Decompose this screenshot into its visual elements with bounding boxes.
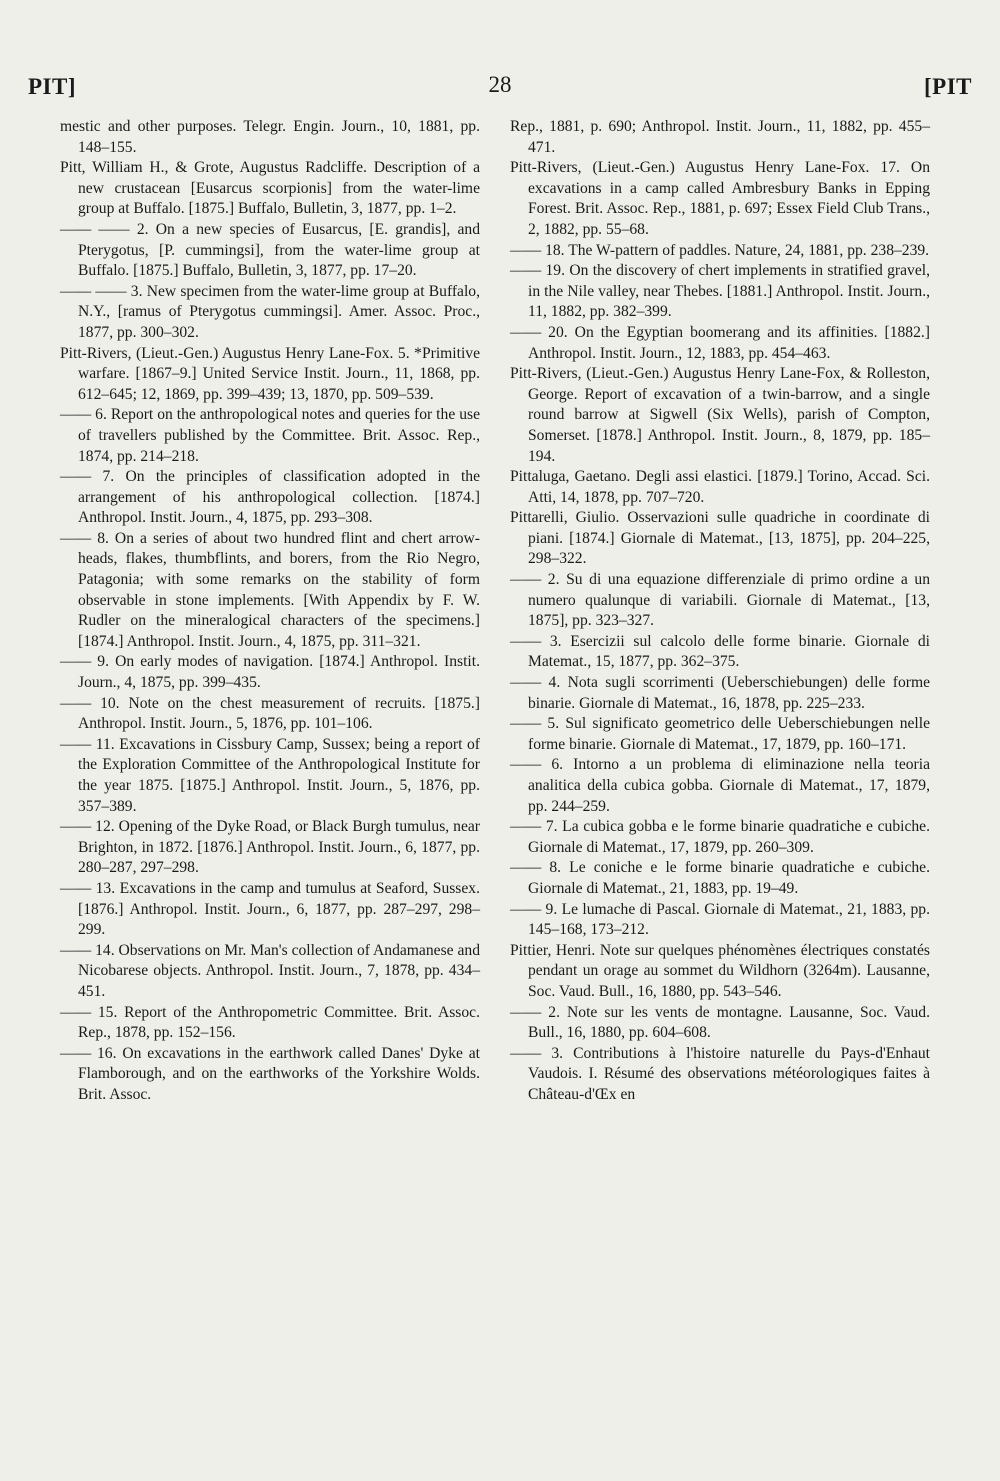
entry: Pittier, Henri. Note sur quelques phénomènes électriques constatés pendant un orage au sommet du Wildhorn (3264m). Lausanne, Soc. Vaud. Bull., 16, 1880, pp. 543–546. xyxy=(510,941,930,1000)
entry: Pitt, William H., & Grote, Augustus Radcliffe. Description of a new crustacean [Eusarcus scorpionis] from the water-lime group at Buffalo. [1875.] Buffalo, Bulletin, 3, 1877, pp. 1–2. xyxy=(60,159,480,218)
entry: Pitt-Rivers, (Lieut.-Gen.) Augustus Henry Lane-Fox. 5. *Primitive warfare. [1867–9.] United Service Instit. Journ., 11, 1868, pp. 612–645; 12, 1869, pp. 399–439; 13, 1870, pp. 509–539. xyxy=(60,344,480,403)
entry: —— 7. La cubica gobba e le forme binarie quadratiche e cubiche. Giornale di Matemat., 17, 1879, pp. 260–309. xyxy=(510,818,930,856)
entry: —— 9. Le lumache di Pascal. Giornale di Matemat., 21, 1883, pp. 145–168, 173–212. xyxy=(510,900,930,939)
entry: —— 2. Note sur les vents de montagne. Lausanne, Soc. Vaud. Bull., 16, 1880, pp. 604–608. xyxy=(510,1003,930,1042)
entry: Pitt-Rivers, (Lieut.-Gen.) Augustus Henry Lane-Fox. 17. On excavations in a camp called Ambresbury Banks in Epping Forest. Brit. Assoc. Rep., 1881, p. 697; Essex Field Club Trans., 2, 1882, pp. 55–68. xyxy=(510,159,930,238)
page-number: 28 xyxy=(488,72,512,97)
entry: —— 4. Nota sugli scorrimenti (Ueberschiebungen) delle forme binarie. Giornale di Matemat., 16, 1878, pp. 225–233. xyxy=(510,674,930,712)
running-head-left: PIT] xyxy=(28,74,76,99)
entry: —— 18. The W-pattern of paddles. Nature, 24, 1881, pp. 238–239. xyxy=(510,241,930,259)
entry: —— 6. Report on the anthropological notes and queries for the use of travellers published by the Committee. Brit. Assoc. Rep., 1874, pp. 214–218. xyxy=(60,406,480,465)
entry: —— —— 3. New specimen from the water-lime group at Buffalo, N.Y., [ramus of Pterygotus cummingsi]. Amer. Assoc. Proc., 1877, pp. 300–302. xyxy=(60,282,480,341)
running-head-right: [PIT xyxy=(924,74,972,99)
entry: —— 10. Note on the chest measurement of recruits. [1875.] Anthropol. Instit. Journ., 5, 1876, pp. 101–106. xyxy=(60,694,480,733)
entry: Rep., 1881, p. 690; Anthropol. Instit. Journ., 11, 1882, pp. 455–471. xyxy=(510,118,930,156)
entry: Pittarelli, Giulio. Osservazioni sulle quadriche in coordinate di piani. [1874.] Giornale di Matemat., [13, 1875], pp. 204–225, 298–322. xyxy=(510,509,930,568)
entry: —— —— 2. On a new species of Eusarcus, [E. grandis], and Pterygotus, [P. cummingsi], from the water-lime group at Buffalo. [1875.] Buffalo, Bulletin, 3, 1877, pp. 17–20. xyxy=(60,220,480,280)
entry: —— 20. On the Egyptian boomerang and its affinities. [1882.] Anthropol. Instit. Journ., 12, 1883, pp. 454–463. xyxy=(510,323,930,362)
entry: —— 13. Excavations in the camp and tumulus at Seaford, Sussex. [1876.] Anthropol. Instit. Journ., 6, 1877, pp. 287–297, 298–299. xyxy=(60,879,480,939)
entry: —— 7. On the principles of classification adopted in the arrangement of his anthropological collection. [1874.] Anthropol. Instit. Journ., 4, 1875, pp. 293–308. xyxy=(60,468,480,527)
running-head xyxy=(28,74,972,104)
entry: —— 3. Esercizii sul calcolo delle forme binarie. Giornale di Matemat., 15, 1877, pp. 362–375. xyxy=(510,632,930,671)
entry: —— 19. On the discovery of chert implements in stratified gravel, in the Nile valley, near Thebes. [1881.] Anthropol. Instit. Journ., 11, 1882, pp. 382–399. xyxy=(510,262,930,321)
entry: —— 3. Contributions à l'histoire naturelle du Pays-d'Enhaut Vaudois. I. Résumé des observations météorologiques faites à Château-d'Œx en xyxy=(510,1044,930,1103)
right-column xyxy=(510,117,930,1106)
entry: —— 8. On a series of about two hundred flint and chert arrow-heads, flakes, thumbflints, and borers, from the Rio Negro, Patagonia; with some remarks on the stability of form observable in stone implements. [With Appendix by F. W. Rudler on the mineralogical characters of the specimens.] [1874.] Anthropol. Instit. Journ., 4, 1875, pp. 311–321. xyxy=(60,529,480,650)
entry: —— 6. Intorno a un problema di eliminazione nella teoria analitica della cubica gobba. Giornale di Matemat., 17, 1879, pp. 244–259. xyxy=(510,756,930,815)
entry: —— 2. Su di una equazione differenziale di primo ordine a un numero qualunque di variabili. Giornale di Matemat., [13, 1875], pp. 323–327. xyxy=(510,571,930,630)
entry: —— 16. On excavations in the earthwork called Danes' Dyke at Flamborough, and on the earthworks of the Yorkshire Wolds. Brit. Assoc. xyxy=(60,1044,480,1103)
entry: —— 15. Report of the Anthropometric Committee. Brit. Assoc. Rep., 1878, pp. 152–156. xyxy=(60,1003,480,1042)
left-column xyxy=(60,117,480,1106)
entry: —— 9. On early modes of navigation. [1874.] Anthropol. Instit. Journ., 4, 1875, pp. 399–435. xyxy=(60,653,480,692)
entry: —— 8. Le coniche e le forme binarie quadratiche e cubiche. Giornale di Matemat., 21, 1883, pp. 19–49. xyxy=(510,859,930,897)
entry: Pitt-Rivers, (Lieut.-Gen.) Augustus Henry Lane-Fox, & Rolleston, George. Report of excavation of a twin-barrow, and a single round barrow at Sigwell (Six Wells), parish of Compton, Somerset. [1878.] Anthropol. Instit. Journ., 8, 1879, pp. 185–194. xyxy=(510,365,930,465)
entry: —— 5. Sul significato geometrico delle Ueberschiebungen nelle forme binarie. Giornale di Matemat., 17, 1879, pp. 160–171. xyxy=(510,715,930,753)
entry: —— 12. Opening of the Dyke Road, or Black Burgh tumulus, near Brighton, in 1872. [1876.] Anthropol. Instit. Journ., 6, 1877, pp. 280–287, 297–298. xyxy=(60,818,480,877)
entry: mestic and other purposes. Telegr. Engin. Journ., 10, 1881, pp. 148–155. xyxy=(60,118,480,156)
entry: —— 14. Observations on Mr. Man's collection of Andamanese and Nicobarese objects. Anthropol. Instit. Journ., 7, 1878, pp. 434–451. xyxy=(60,941,480,1000)
entry: Pittaluga, Gaetano. Degli assi elastici. [1879.] Torino, Accad. Sci. Atti, 14, 1878, pp. 707–720. xyxy=(510,468,930,506)
entry: —— 11. Excavations in Cissbury Camp, Sussex; being a report of the Exploration Committee of the Anthropological Institute for the year 1875. [1875.] Anthropol. Instit. Journ., 5, 1876, pp. 357–389. xyxy=(60,735,480,815)
